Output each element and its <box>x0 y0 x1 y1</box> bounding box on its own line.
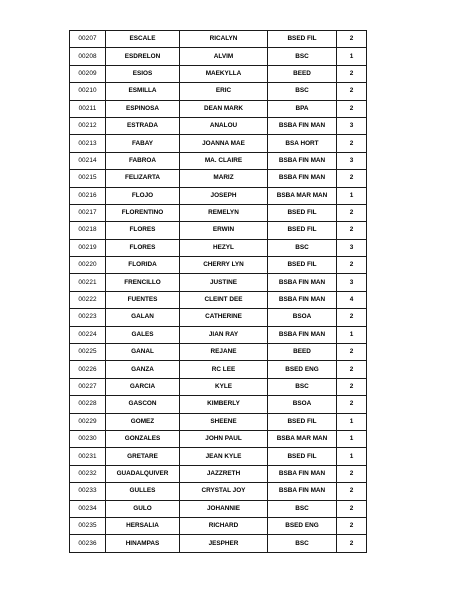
last-name-cell: FLORIDA <box>106 257 180 274</box>
last-name-cell: FRENCILLO <box>106 274 180 291</box>
year-level-cell: 1 <box>337 413 367 430</box>
student-id-cell: 00228 <box>70 396 106 413</box>
table-row <box>70 344 367 361</box>
course-cell: BEED <box>268 344 337 361</box>
roster-table-body <box>70 31 367 553</box>
table-row <box>70 48 367 65</box>
last-name-cell: ESPINOSA <box>106 100 180 117</box>
course-cell: BSED FIL <box>268 31 337 48</box>
first-name-cell: MARIZ <box>180 170 268 187</box>
course-cell: BSBA FIN MAN <box>268 170 337 187</box>
year-level-cell: 2 <box>337 309 367 326</box>
roster-table <box>69 30 367 553</box>
first-name-cell: REJANE <box>180 344 268 361</box>
first-name-cell: JAZZRETH <box>180 465 268 482</box>
first-name-cell: JOANNA MAE <box>180 135 268 152</box>
year-level-cell: 2 <box>337 204 367 221</box>
table-row <box>70 222 367 239</box>
last-name-cell: FLORENTINO <box>106 204 180 221</box>
roster-sheet <box>69 30 363 553</box>
student-id-cell: 00211 <box>70 100 106 117</box>
year-level-cell: 2 <box>337 396 367 413</box>
student-id-cell: 00215 <box>70 170 106 187</box>
course-cell: BSC <box>268 239 337 256</box>
course-cell: BSOA <box>268 309 337 326</box>
course-cell: BSC <box>268 83 337 100</box>
course-cell: BSED FIL <box>268 413 337 430</box>
last-name-cell: FELIZARTA <box>106 170 180 187</box>
year-level-cell: 2 <box>337 517 367 534</box>
course-cell: BSC <box>268 378 337 395</box>
first-name-cell: DEAN MARK <box>180 100 268 117</box>
last-name-cell: ESIOS <box>106 65 180 82</box>
year-level-cell: 2 <box>337 344 367 361</box>
last-name-cell: ESCALE <box>106 31 180 48</box>
course-cell: BSBA FIN MAN <box>268 291 337 308</box>
last-name-cell: FLOJO <box>106 187 180 204</box>
first-name-cell: SHEENE <box>180 413 268 430</box>
first-name-cell: JOSEPH <box>180 187 268 204</box>
last-name-cell: FLORES <box>106 239 180 256</box>
first-name-cell: CHERRY LYN <box>180 257 268 274</box>
last-name-cell: GANZA <box>106 361 180 378</box>
year-level-cell: 2 <box>337 500 367 517</box>
student-id-cell: 00220 <box>70 257 106 274</box>
year-level-cell: 2 <box>337 135 367 152</box>
student-id-cell: 00229 <box>70 413 106 430</box>
year-level-cell: 2 <box>337 100 367 117</box>
first-name-cell: CLEINT DEE <box>180 291 268 308</box>
first-name-cell: RICHARD <box>180 517 268 534</box>
table-row <box>70 361 367 378</box>
table-row <box>70 117 367 134</box>
course-cell: BPA <box>268 100 337 117</box>
student-id-cell: 00223 <box>70 309 106 326</box>
student-id-cell: 00224 <box>70 326 106 343</box>
student-id-cell: 00227 <box>70 378 106 395</box>
first-name-cell: JESPHER <box>180 535 268 552</box>
first-name-cell: MAEKYLLA <box>180 65 268 82</box>
last-name-cell: ESDRELON <box>106 48 180 65</box>
table-row <box>70 187 367 204</box>
first-name-cell: ERIC <box>180 83 268 100</box>
course-cell: BSOA <box>268 396 337 413</box>
course-cell: BSA HORT <box>268 135 337 152</box>
table-row <box>70 465 367 482</box>
first-name-cell: RICALYN <box>180 31 268 48</box>
year-level-cell: 2 <box>337 222 367 239</box>
table-row <box>70 257 367 274</box>
first-name-cell: JOHN PAUL <box>180 430 268 447</box>
student-id-cell: 00222 <box>70 291 106 308</box>
table-row <box>70 239 367 256</box>
last-name-cell: ESMILLA <box>106 83 180 100</box>
year-level-cell: 3 <box>337 152 367 169</box>
student-id-cell: 00210 <box>70 83 106 100</box>
table-row <box>70 83 367 100</box>
year-level-cell: 1 <box>337 326 367 343</box>
last-name-cell: FLORES <box>106 222 180 239</box>
table-row <box>70 31 367 48</box>
year-level-cell: 2 <box>337 361 367 378</box>
year-level-cell: 2 <box>337 65 367 82</box>
table-row <box>70 396 367 413</box>
table-row <box>70 291 367 308</box>
student-id-cell: 00214 <box>70 152 106 169</box>
year-level-cell: 1 <box>337 430 367 447</box>
course-cell: BSBA FIN MAN <box>268 152 337 169</box>
course-cell: BSBA MAR MAN <box>268 187 337 204</box>
course-cell: BSBA FIN MAN <box>268 274 337 291</box>
year-level-cell: 2 <box>337 31 367 48</box>
year-level-cell: 1 <box>337 187 367 204</box>
table-row <box>70 135 367 152</box>
year-level-cell: 2 <box>337 170 367 187</box>
table-row <box>70 152 367 169</box>
student-id-cell: 00212 <box>70 117 106 134</box>
course-cell: BSBA FIN MAN <box>268 117 337 134</box>
last-name-cell: GOMEZ <box>106 413 180 430</box>
student-id-cell: 00226 <box>70 361 106 378</box>
student-id-cell: 00234 <box>70 500 106 517</box>
table-row <box>70 500 367 517</box>
first-name-cell: RC LEE <box>180 361 268 378</box>
student-id-cell: 00230 <box>70 430 106 447</box>
year-level-cell: 2 <box>337 465 367 482</box>
student-id-cell: 00218 <box>70 222 106 239</box>
course-cell: BSED FIL <box>268 222 337 239</box>
first-name-cell: KYLE <box>180 378 268 395</box>
year-level-cell: 3 <box>337 239 367 256</box>
course-cell: BSED FIL <box>268 257 337 274</box>
last-name-cell: HERSALIA <box>106 517 180 534</box>
table-row <box>70 448 367 465</box>
last-name-cell: HINAMPAS <box>106 535 180 552</box>
year-level-cell: 1 <box>337 448 367 465</box>
table-row <box>70 100 367 117</box>
last-name-cell: GANAL <box>106 344 180 361</box>
student-id-cell: 00216 <box>70 187 106 204</box>
table-row <box>70 309 367 326</box>
last-name-cell: GALAN <box>106 309 180 326</box>
year-level-cell: 1 <box>337 48 367 65</box>
last-name-cell: GULLES <box>106 483 180 500</box>
year-level-cell: 2 <box>337 257 367 274</box>
student-id-cell: 00233 <box>70 483 106 500</box>
first-name-cell: CRYSTAL JOY <box>180 483 268 500</box>
student-id-cell: 00225 <box>70 344 106 361</box>
last-name-cell: GRETARE <box>106 448 180 465</box>
year-level-cell: 2 <box>337 378 367 395</box>
course-cell: BSC <box>268 500 337 517</box>
table-row <box>70 413 367 430</box>
table-row <box>70 517 367 534</box>
course-cell: BSBA FIN MAN <box>268 326 337 343</box>
table-row <box>70 170 367 187</box>
year-level-cell: 2 <box>337 535 367 552</box>
first-name-cell: CATHERINE <box>180 309 268 326</box>
student-id-cell: 00231 <box>70 448 106 465</box>
table-row <box>70 378 367 395</box>
year-level-cell: 3 <box>337 117 367 134</box>
table-row <box>70 204 367 221</box>
student-id-cell: 00207 <box>70 31 106 48</box>
student-id-cell: 00208 <box>70 48 106 65</box>
table-row <box>70 274 367 291</box>
course-cell: BSBA FIN MAN <box>268 465 337 482</box>
last-name-cell: FABROA <box>106 152 180 169</box>
table-row <box>70 483 367 500</box>
last-name-cell: GULO <box>106 500 180 517</box>
last-name-cell: FUENTES <box>106 291 180 308</box>
student-id-cell: 00217 <box>70 204 106 221</box>
first-name-cell: MA. CLAIRE <box>180 152 268 169</box>
year-level-cell: 2 <box>337 83 367 100</box>
first-name-cell: KIMBERLY <box>180 396 268 413</box>
table-row <box>70 65 367 82</box>
first-name-cell: JIAN RAY <box>180 326 268 343</box>
course-cell: BSED ENG <box>268 361 337 378</box>
first-name-cell: REMELYN <box>180 204 268 221</box>
last-name-cell: GASCON <box>106 396 180 413</box>
first-name-cell: ERWIN <box>180 222 268 239</box>
last-name-cell: GUADALQUIVER <box>106 465 180 482</box>
table-row <box>70 430 367 447</box>
last-name-cell: GALES <box>106 326 180 343</box>
last-name-cell: GARCIA <box>106 378 180 395</box>
student-id-cell: 00232 <box>70 465 106 482</box>
year-level-cell: 2 <box>337 483 367 500</box>
student-id-cell: 00219 <box>70 239 106 256</box>
course-cell: BEED <box>268 65 337 82</box>
first-name-cell: HEZYL <box>180 239 268 256</box>
year-level-cell: 3 <box>337 274 367 291</box>
year-level-cell: 4 <box>337 291 367 308</box>
first-name-cell: JOHANNIE <box>180 500 268 517</box>
table-row <box>70 535 367 552</box>
student-id-cell: 00221 <box>70 274 106 291</box>
student-id-cell: 00235 <box>70 517 106 534</box>
first-name-cell: ALVIM <box>180 48 268 65</box>
course-cell: BSED FIL <box>268 448 337 465</box>
first-name-cell: ANALOU <box>180 117 268 134</box>
last-name-cell: GONZALES <box>106 430 180 447</box>
table-row <box>70 326 367 343</box>
course-cell: BSED ENG <box>268 517 337 534</box>
last-name-cell: ESTRADA <box>106 117 180 134</box>
course-cell: BSBA FIN MAN <box>268 483 337 500</box>
first-name-cell: JUSTINE <box>180 274 268 291</box>
course-cell: BSC <box>268 48 337 65</box>
course-cell: BSED FIL <box>268 204 337 221</box>
last-name-cell: FABAY <box>106 135 180 152</box>
course-cell: BSBA MAR MAN <box>268 430 337 447</box>
student-id-cell: 00209 <box>70 65 106 82</box>
first-name-cell: JEAN KYLE <box>180 448 268 465</box>
student-id-cell: 00213 <box>70 135 106 152</box>
student-id-cell: 00236 <box>70 535 106 552</box>
course-cell: BSC <box>268 535 337 552</box>
